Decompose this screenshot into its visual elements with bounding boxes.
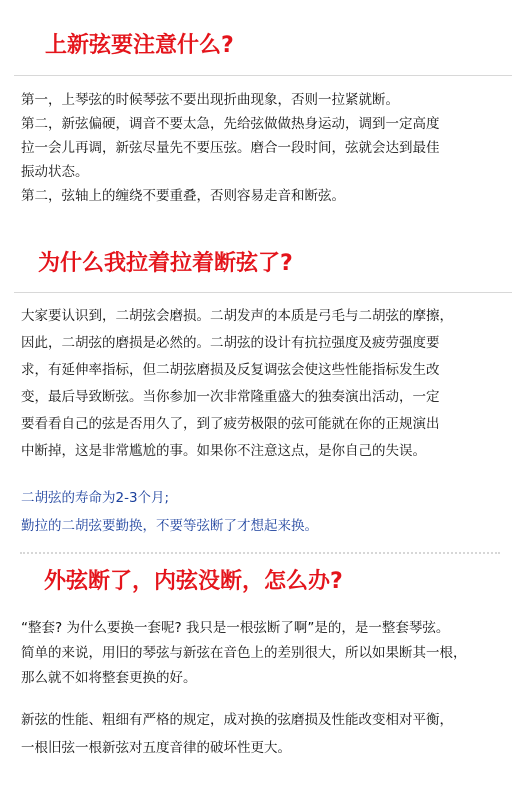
section2-body — [21, 303, 513, 465]
section3-line: 新弦的性能、粗细有严格的规定，成对换的弦磨损及性能改变相对平衡， — [21, 712, 453, 728]
section3-line: 一根旧弦一根新弦对五度音律的破坏性更大。 — [21, 740, 291, 756]
section3-body-2 — [21, 706, 513, 762]
lifespan-note: 二胡弦的寿命为2-3个月; — [21, 490, 170, 506]
section1-line: 振动状态。 — [21, 164, 89, 180]
section2-line: 要看看自己的弦是否用久了，到了疲劳极限的弦可能就在你的正规演出 — [21, 416, 440, 432]
section3-line: 那么就不如将整套更换的好。 — [21, 670, 197, 686]
section2-divider — [14, 292, 512, 293]
section1-heading: 上新弦要注意什么? — [45, 33, 234, 58]
section2-notes — [21, 484, 513, 540]
section2-heading: 为什么我拉着拉着断弦了? — [38, 251, 293, 276]
dotted-separator — [20, 552, 500, 554]
section2-line: 求，有延伸率指标，但二胡弦磨损及反复调弦会使这些性能指标发生改 — [21, 362, 440, 378]
section2-line: 因此，二胡弦的磨损是必然的。二胡弦的设计有抗拉强度及疲劳强度要 — [21, 335, 440, 351]
section1-line: 拉一会儿再调，新弦尽量先不要压弦。磨合一段时间，弦就会达到最佳 — [21, 140, 440, 156]
section3-body — [21, 616, 513, 691]
section3-line: 简单的来说，用旧的琴弦与新弦在音色上的差别很大，所以如果断其一根， — [21, 645, 467, 661]
section3-heading: 外弦断了，内弦没断，怎么办? — [44, 569, 343, 594]
section2-line: 大家要认识到，二胡弦会磨损。二胡发声的本质是弓毛与二胡弦的摩擦， — [21, 308, 453, 324]
section1-line: 第二，弦轴上的缠绕不要重叠，否则容易走音和断弦。 — [21, 188, 345, 204]
section1-body — [21, 88, 513, 208]
section2-line: 变，最后导致断弦。当你参加一次非常隆重盛大的独奏演出活动，一定 — [21, 389, 440, 405]
section1-line: 第一，上琴弦的时候琴弦不要出现折曲现象，否则一拉紧就断。 — [21, 92, 399, 108]
section1-divider — [14, 75, 512, 76]
section3-line: “整套? 为什么要换一套呢? 我只是一根弦断了啊”是的，是一整套琴弦。 — [21, 620, 450, 636]
section1-line: 第二，新弦偏硬，调音不要太急，先给弦做做热身运动，调到一定高度 — [21, 116, 440, 132]
replace-often-note: 勤拉的二胡弦要勤换，不要等弦断了才想起来换。 — [21, 518, 318, 534]
section2-line: 中断掉，这是非常尴尬的事。如果你不注意这点，是你自己的失误。 — [21, 443, 426, 459]
